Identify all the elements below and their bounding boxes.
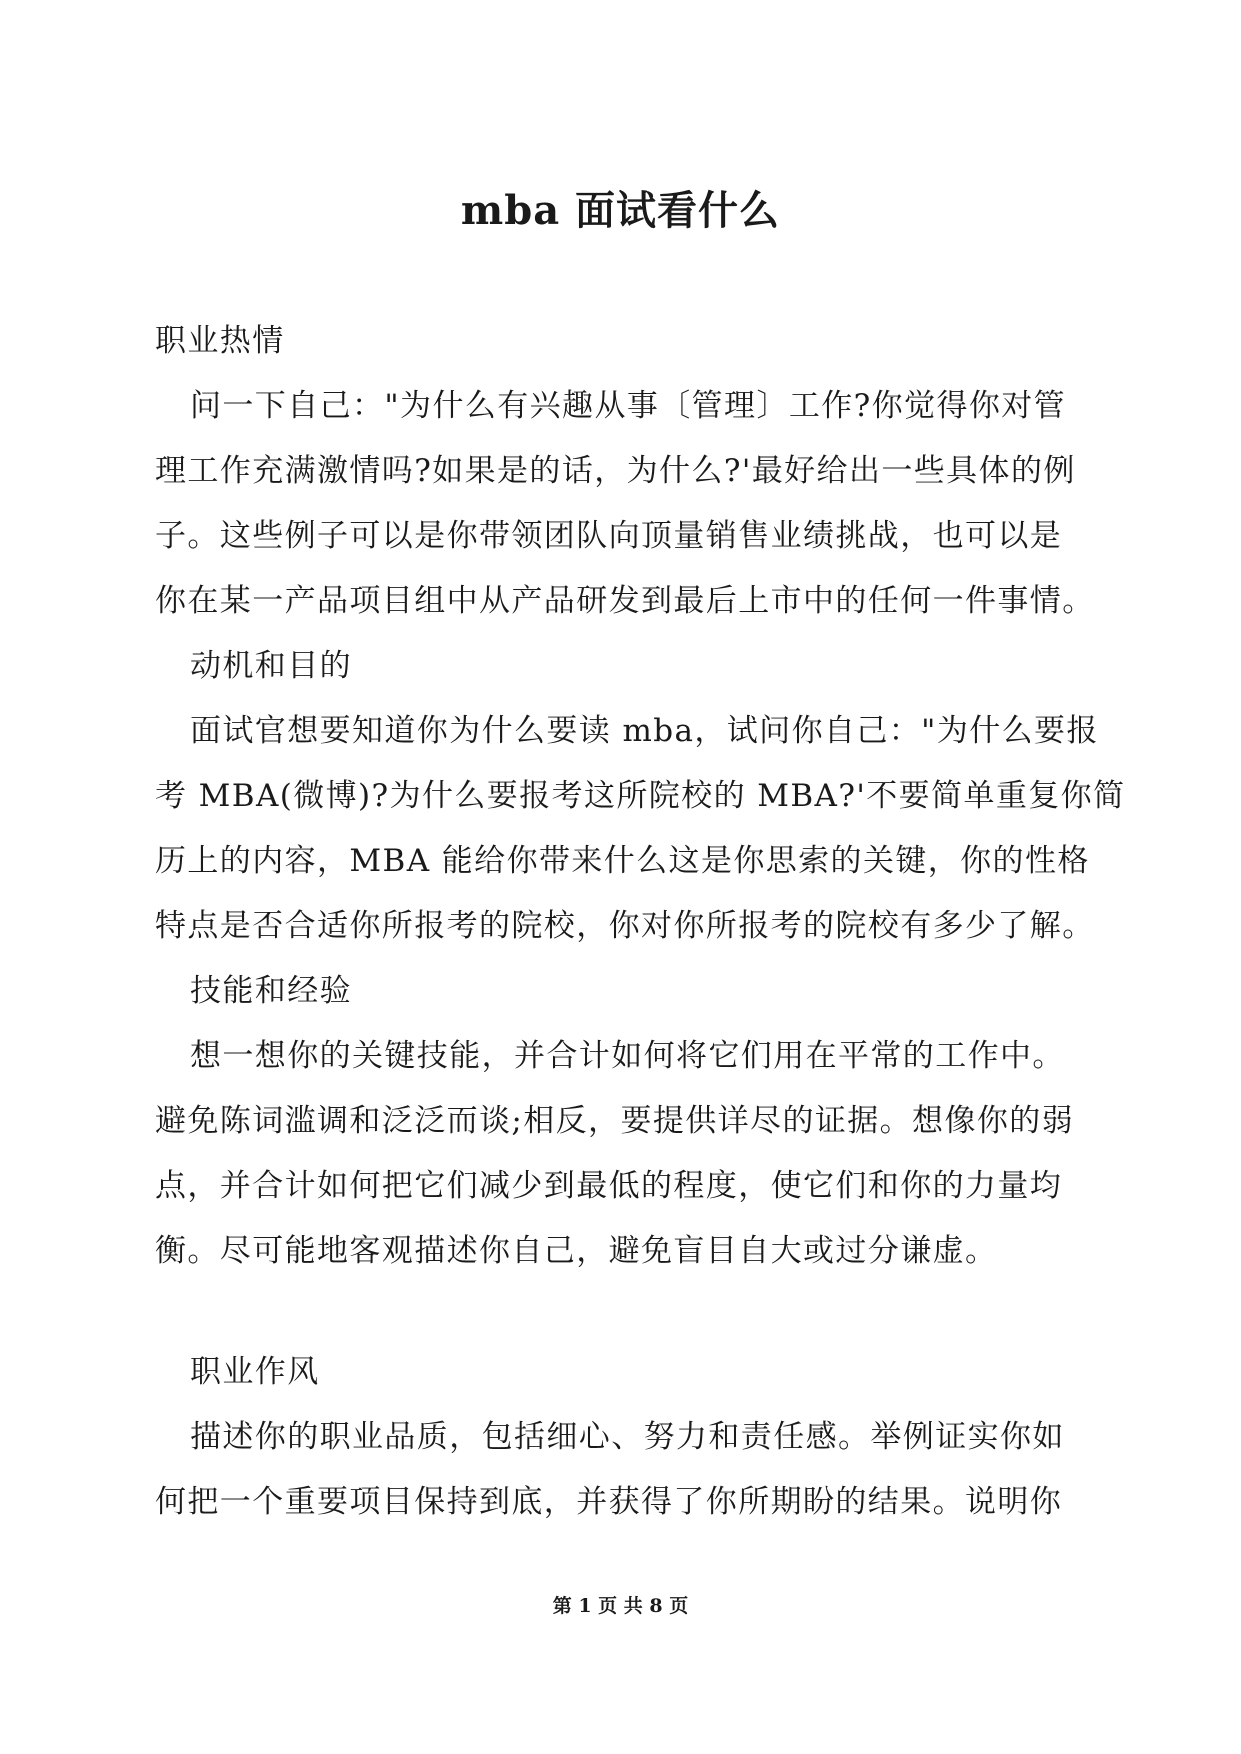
paragraph-line: 你在某一产品项目组中从产品研发到最后上市中的任何一件事情。 xyxy=(155,583,1095,619)
paragraph-line: 子。这些例子可以是你带领团队向顶量销售业绩挑战，也可以是 xyxy=(155,518,1063,554)
paragraph-line: 面试官想要知道你为什么要读 mba，试问你自己："为什么要报 xyxy=(190,713,1099,749)
paragraph-line: 衡。尽可能地客观描述你自己，避免盲目自大或过分谦虚。 xyxy=(155,1233,998,1269)
paragraph-line: 避免陈词滥调和泛泛而谈;相反，要提供详尽的证据。想像你的弱 xyxy=(155,1103,1075,1139)
document-title: mba 面试看什么 xyxy=(460,187,781,234)
section-heading-work-style: 职业作风 xyxy=(190,1354,320,1390)
paragraph-line: 何把一个重要项目保持到底，并获得了你所期盼的结果。说明你 xyxy=(155,1484,1063,1520)
paragraph-line: 考 MBA(微博)?为什么要报考这所院校的 MBA?'不要简单重复你简 xyxy=(155,778,1126,814)
paragraph-line: 想一想你的关键技能，并合计如何将它们用在平常的工作中。 xyxy=(190,1038,1065,1074)
paragraph-gap xyxy=(155,1293,1085,1349)
paragraph-line: 理工作充满激情吗?如果是的话，为什么?'最好给出一些具体的例 xyxy=(155,453,1076,489)
paragraph-line: 描述你的职业品质，包括细心、努力和责任感。举例证实你如 xyxy=(190,1419,1065,1455)
paragraph-line: 特点是否合适你所报考的院校，你对你所报考的院校有多少了解。 xyxy=(155,908,1095,944)
paragraph-line: 问一下自己："为什么有兴趣从事〔管理〕工作?你觉得你对管 xyxy=(190,388,1067,424)
section-heading-motivation: 动机和目的 xyxy=(190,648,352,684)
section-heading-career-passion: 职业热情 xyxy=(155,323,285,359)
document-body xyxy=(155,318,1126,1544)
section-heading-skills: 技能和经验 xyxy=(190,973,352,1009)
page-number-footer: 第 1 页 共 8 页 xyxy=(552,1595,689,1617)
paragraph-line: 历上的内容，MBA 能给你带来什么这是你思索的关键，你的性格 xyxy=(155,843,1090,879)
paragraph-line: 点，并合计如何把它们减少到最低的程度，使它们和你的力量均 xyxy=(155,1168,1063,1204)
